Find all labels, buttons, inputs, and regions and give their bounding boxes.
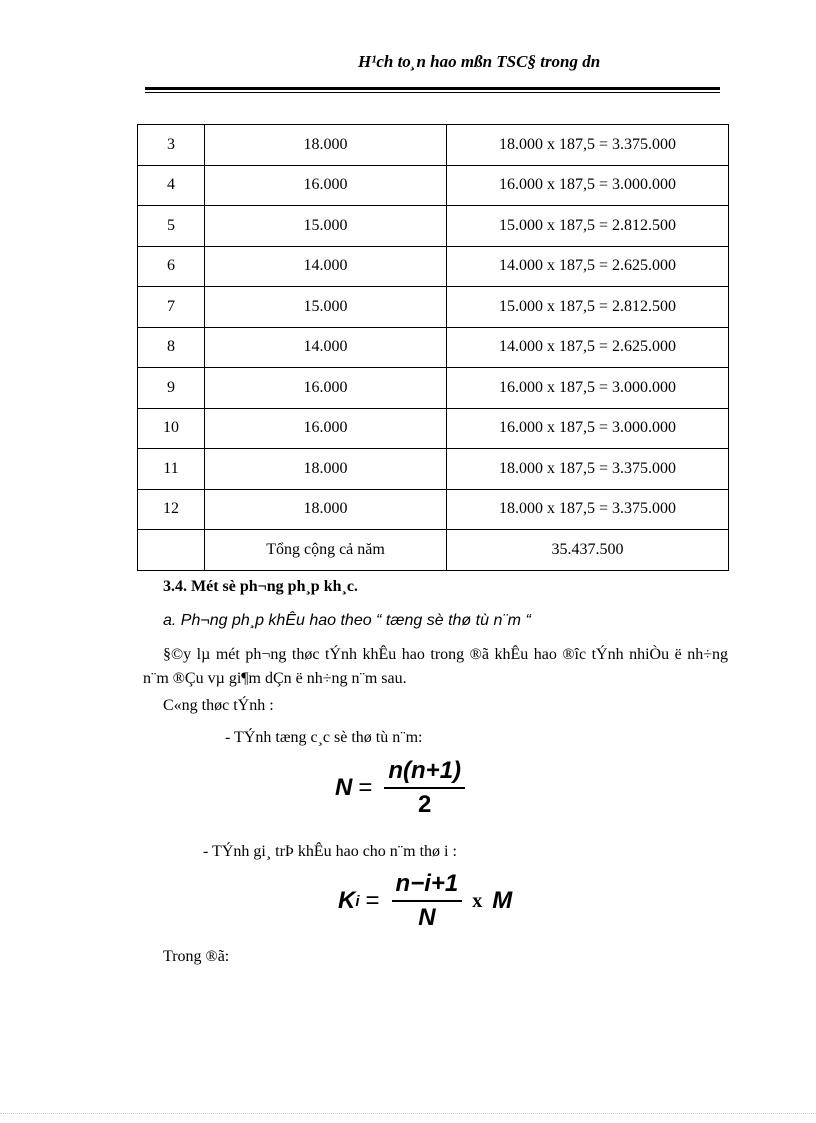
table-row — [138, 206, 729, 247]
trong-do-label: Trong ®ã: — [163, 948, 230, 965]
quantity-cell: 14.000 — [205, 246, 447, 287]
section-title: 3.4. Mét sè ph¬ng ph¸p kh¸c. — [163, 578, 358, 595]
header-rule-thick — [145, 87, 720, 90]
formula2-rhs: M — [492, 887, 513, 914]
quantity-cell: 15.000 — [205, 206, 447, 247]
calculation-cell: 16.000 x 187,5 = 3.000.000 — [447, 368, 729, 409]
formula2-fraction — [392, 870, 463, 932]
table-row — [138, 368, 729, 409]
formula2-equals: = — [365, 887, 380, 914]
subsection-title: a. Ph¬ng ph¸p khÊu hao theo “ tæng sè thø tù n¨m “ — [163, 612, 531, 629]
formula-label: C«ng thøc tÝnh : — [163, 697, 274, 714]
quantity-cell: 16.000 — [205, 368, 447, 409]
month-cell: 12 — [138, 489, 205, 530]
formula2-times: x — [472, 889, 483, 912]
formula-sum-of-years — [335, 757, 471, 819]
table-row — [138, 125, 729, 166]
total-empty-cell — [138, 530, 205, 571]
month-cell: 3 — [138, 125, 205, 166]
formula1-numerator: n(n+1) — [388, 757, 462, 784]
table-row — [138, 287, 729, 328]
quantity-cell: 16.000 — [205, 408, 447, 449]
month-cell: 11 — [138, 449, 205, 490]
table-row — [138, 246, 729, 287]
month-cell: 10 — [138, 408, 205, 449]
definition-paragraph: §©y lµ mét ph¬ng thøc tÝnh khÊu hao trong ®ã khÊu hao ®îc tÝnh nhiÒu ë nh÷ng n¨m ®Çu vµ gi¶m dÇn ë nh÷ng n¨m sau. — [143, 646, 728, 687]
table-body — [138, 125, 729, 571]
step-yearly-depreciation: - TÝnh gi¸ trÞ khÊu hao cho n¨m thø i : — [203, 843, 457, 860]
calculation-cell: 16.000 x 187,5 = 3.000.000 — [447, 165, 729, 206]
calculation-cell: 14.000 x 187,5 = 2.625.000 — [447, 246, 729, 287]
calculation-cell: 18.000 x 187,5 = 3.375.000 — [447, 449, 729, 490]
calculation-cell: 18.000 x 187,5 = 3.375.000 — [447, 489, 729, 530]
quantity-cell: 18.000 — [205, 125, 447, 166]
calculation-cell: 15.000 x 187,5 = 2.812.500 — [447, 287, 729, 328]
quantity-cell: 18.000 — [205, 489, 447, 530]
formula1-denominator: 2 — [418, 791, 432, 818]
formula1-fraction — [384, 757, 465, 819]
quantity-cell: 15.000 — [205, 287, 447, 328]
page-header-title: H¹ch to¸n hao mßn TSC§ trong dn — [358, 52, 601, 71]
table-row — [138, 327, 729, 368]
formula2-numerator: n−i+1 — [395, 870, 459, 897]
depreciation-table — [137, 124, 729, 571]
month-cell: 9 — [138, 368, 205, 409]
month-cell: 6 — [138, 246, 205, 287]
table-row — [138, 449, 729, 490]
calculation-cell: 15.000 x 187,5 = 2.812.500 — [447, 206, 729, 247]
table-row — [138, 165, 729, 206]
formula2-lhs-subscript: i — [355, 892, 360, 910]
quantity-cell: 14.000 — [205, 327, 447, 368]
formula-yearly-depreciation — [338, 870, 512, 932]
table-total-row — [138, 530, 729, 571]
quantity-cell: 18.000 — [205, 449, 447, 490]
total-label-cell: Tổng cộng cả năm — [205, 530, 447, 571]
calculation-cell: 14.000 x 187,5 = 2.625.000 — [447, 327, 729, 368]
formula2-denominator: N — [418, 904, 436, 931]
calculation-cell: 18.000 x 187,5 = 3.375.000 — [447, 125, 729, 166]
month-cell: 7 — [138, 287, 205, 328]
formula1-equals: = — [358, 774, 373, 801]
table-row — [138, 489, 729, 530]
formula2-lhs: K — [338, 887, 356, 914]
quantity-cell: 16.000 — [205, 165, 447, 206]
month-cell: 5 — [138, 206, 205, 247]
month-cell: 8 — [138, 327, 205, 368]
page-bottom-rule — [0, 1113, 816, 1114]
header-rule-thin — [145, 92, 720, 93]
calculation-cell: 16.000 x 187,5 = 3.000.000 — [447, 408, 729, 449]
step-sum-years: - TÝnh tæng c¸c sè thø tù n¨m: — [225, 729, 423, 746]
total-value-cell: 35.437.500 — [447, 530, 729, 571]
month-cell: 4 — [138, 165, 205, 206]
table-row — [138, 408, 729, 449]
formula1-lhs: N — [335, 774, 353, 801]
